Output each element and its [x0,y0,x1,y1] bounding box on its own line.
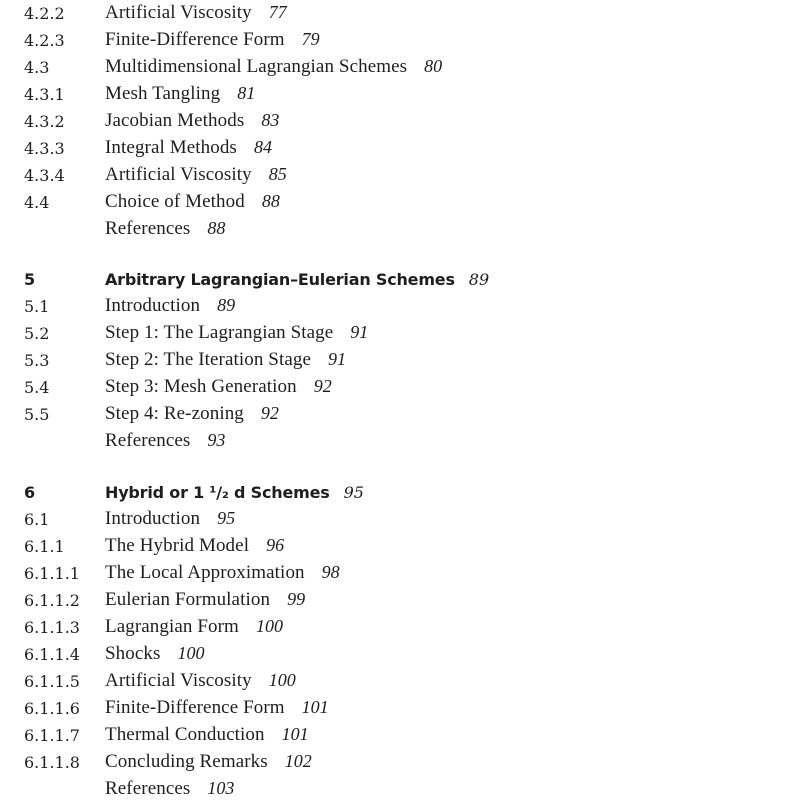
section-number: 6.1.1 [24,536,65,556]
section-title-text: References [105,430,191,451]
chapter-title-text: Arbitrary Lagrangian–Eulerian Schemes [105,269,455,289]
section-title-text: References [105,778,191,799]
toc-entry [0,54,800,80]
toc-entry [0,27,800,53]
page-number: 89 [217,295,236,315]
section-number: 6.1 [24,509,50,529]
toc-entry [0,0,800,26]
page-number: 89 [468,269,490,289]
page-number: 95 [217,508,236,528]
toc-entry [0,641,800,667]
section-title [105,535,284,557]
section-title [105,322,368,344]
chapter-title [105,270,489,289]
toc-entry [0,293,800,319]
section-title [105,508,235,530]
section-title [105,83,255,105]
toc-entry-references [0,428,800,454]
section-number: 6.1.1.5 [24,671,80,691]
section-title [105,376,332,398]
toc-entry [0,614,800,640]
page-number: 88 [207,218,226,238]
section-number: 6.1.1.3 [24,617,80,637]
page-number: 100 [177,643,205,663]
section-title-text: Integral Methods [105,137,237,158]
section-title-text: Eulerian Formulation [105,589,271,610]
section-title-text: Step 3: Mesh Generation [105,376,297,397]
section-title [105,589,305,611]
page-number: 81 [237,83,256,103]
section-number: 4.3.1 [24,84,65,104]
toc-entry [0,506,800,532]
page-number: 91 [328,349,347,369]
section-title [105,29,320,51]
section-title [105,724,309,746]
page-number: 99 [287,589,306,609]
section-title [105,430,225,452]
section-title-text: Introduction [105,508,201,529]
section-title [105,616,283,638]
section-title-text: Artificial Viscosity [105,670,252,691]
section-number: 6.1.1.8 [24,752,80,772]
section-title-text: Lagrangian Form [105,616,239,637]
toc-entry-references [0,216,800,242]
section-title-text: Mesh Tangling [105,83,221,104]
page-number: 85 [268,164,287,184]
chapter-number: 6 [24,482,36,502]
section-title-text: Finite-Difference Form [105,29,285,50]
toc-entry [0,533,800,559]
page-number: 102 [284,751,312,771]
toc-entry [0,374,800,400]
section-title [105,137,272,159]
section-number: 5.4 [24,377,50,397]
chapter-title [105,483,364,502]
toc-entry [0,347,800,373]
section-title-text: Multidimensional Lagrangian Schemes [105,56,408,77]
page-number: 92 [313,376,332,396]
toc-entry [0,695,800,721]
section-title [105,164,287,186]
section-title [105,56,442,78]
section-number: 4.3 [24,57,50,77]
section-title [105,2,287,24]
page-number: 91 [350,322,369,342]
toc-entry [0,560,800,586]
toc-entry [0,401,800,427]
chapter-title-text: Hybrid or 1 ¹/₂ d Schemes [105,482,330,502]
section-title-text: Concluding Remarks [105,751,268,772]
section-title-text: Step 4: Re-zoning [105,403,244,424]
page-number: 84 [253,137,272,157]
section-number: 4.2.3 [24,30,65,50]
section-number: 6.1.1.6 [24,698,80,718]
section-title [105,751,312,773]
section-title [105,403,279,425]
section-title-text: Introduction [105,295,201,316]
page-number: 88 [261,191,280,211]
section-number: 4.4 [24,192,50,212]
toc-entry [0,81,800,107]
page-number: 100 [255,616,283,636]
toc-entry [0,722,800,748]
page-number: 80 [424,56,443,76]
section-number: 4.3.4 [24,165,65,185]
page-number: 101 [301,697,329,717]
section-title [105,670,296,692]
page-number: 92 [260,403,279,423]
section-title [105,218,225,240]
page-number: 83 [261,110,280,130]
chapter-number: 5 [24,269,36,289]
section-number: 6.1.1.2 [24,590,80,610]
section-title [105,778,234,800]
toc-entry [0,135,800,161]
section-title-text: Thermal Conduction [105,724,265,745]
section-title-text: Artificial Viscosity [105,164,252,185]
section-title-text: Choice of Method [105,191,245,212]
section-number: 6.1.1.7 [24,725,80,745]
page-number: 93 [207,430,226,450]
section-title [105,643,205,665]
section-title-text: Shocks [105,643,161,664]
section-number: 5.3 [24,350,50,370]
section-title-text: Step 1: The Lagrangian Stage [105,322,334,343]
section-number: 4.3.2 [24,111,65,131]
toc-entry [0,189,800,215]
page-number: 101 [281,724,309,744]
section-title [105,295,235,317]
section-number: 6.1.1.1 [24,563,80,583]
toc-entry [0,162,800,188]
section-title [105,697,329,719]
toc-entry-references [0,776,800,802]
toc-entry [0,108,800,134]
toc-entry [0,749,800,775]
section-title-text: The Local Approximation [105,562,305,583]
toc-entry [0,320,800,346]
section-title-text: References [105,218,191,239]
section-title-text: Step 2: The Iteration Stage [105,349,312,370]
section-title-text: Finite-Difference Form [105,697,285,718]
page-number: 95 [343,482,364,502]
section-number: 5.5 [24,404,50,424]
page-number: 77 [268,2,287,22]
toc-entry [0,587,800,613]
page-number: 98 [321,562,340,582]
section-number: 4.2.2 [24,3,65,23]
toc-entry [0,668,800,694]
page-number: 96 [266,535,285,555]
section-title-text: Jacobian Methods [105,110,245,131]
section-title-text: Artificial Viscosity [105,2,252,23]
section-title [105,191,280,213]
section-number: 4.3.3 [24,138,65,158]
page-number: 103 [207,778,235,798]
chapter-heading [0,266,800,292]
section-title [105,110,279,132]
page-number: 100 [268,670,296,690]
chapter-heading [0,479,800,505]
page-number: 79 [301,29,320,49]
section-number: 5.1 [24,296,50,316]
section-title-text: The Hybrid Model [105,535,250,556]
section-number: 6.1.1.4 [24,644,80,664]
section-number: 5.2 [24,323,50,343]
section-title [105,349,346,371]
section-title [105,562,340,584]
